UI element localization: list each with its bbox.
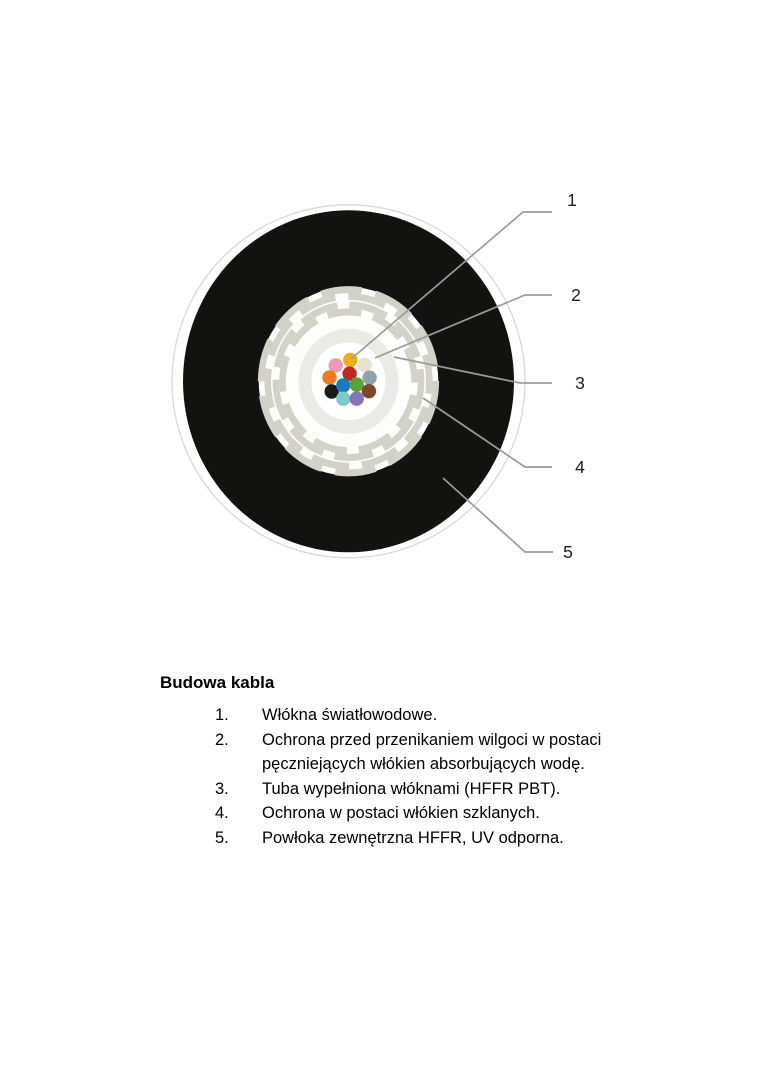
legend-item-text: Tuba wypełniona włóknami (HFFR PBT). [262,779,561,798]
legend-item-number: 4. [215,804,229,823]
fiber-dot-aqua [336,392,350,406]
legend-item-number: 1. [215,706,229,724]
fiber-dot-slate [362,371,376,385]
callout-number-2: 2 [571,285,581,305]
legend-item-number: 2. [215,730,229,749]
fiber-dot-green [350,377,364,391]
fiber-dot-brown [362,384,376,398]
callout-number-5: 5 [563,542,573,562]
legend-item-3 [215,777,601,802]
fiber-dot-blue [336,378,350,392]
legend-item-text: Ochrona przed przenikaniem wilgoci w postaci [262,730,602,749]
legend-item-1 [215,703,601,728]
legend-item-5 [215,826,601,851]
legend-item-number: 3. [215,779,229,798]
legend-item-2 [215,728,601,777]
legend-item-text: pęczniejących włókien absorbujących wodę. [262,755,585,774]
legend-item-number: 5. [215,828,229,847]
legend-item-4 [215,801,601,826]
section-heading: Budowa kabla [160,673,275,692]
callout-number-4: 4 [575,457,585,477]
fiber-dot-orange [322,370,336,384]
fiber-dot-white [357,358,371,372]
fiber-dot-violet [350,392,364,406]
legend-item-text: Powłoka zewnętrzna HFFR, UV odporna. [262,828,564,847]
legend-item-text: Włókna światłowodowe. [262,706,438,724]
fiber-bundle [322,353,377,406]
callout-number-1: 1 [567,190,577,210]
legend-list [215,703,601,851]
callout-number-3: 3 [575,373,585,393]
legend-item-text: Ochrona w postaci włókien szklanych. [262,804,540,823]
